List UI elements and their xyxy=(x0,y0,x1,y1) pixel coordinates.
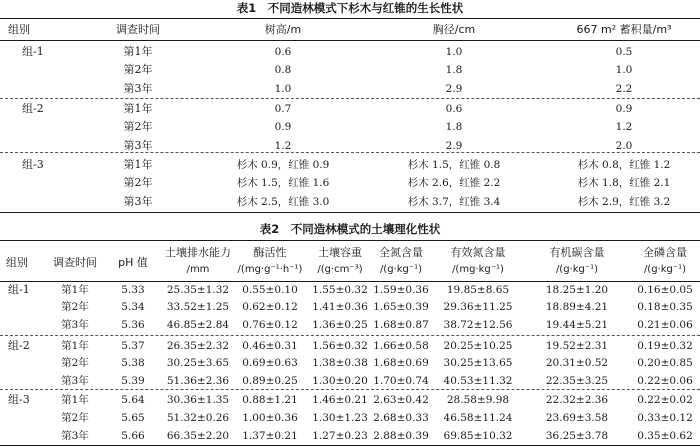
table-2-header-unit-4: /(mg·g⁻¹·h⁻¹) xyxy=(237,264,303,275)
table-1-header-rule xyxy=(0,40,700,41)
table-2-header-9: 全磷含量 xyxy=(643,246,687,259)
table-2-time-cell: 第1年 xyxy=(61,340,89,352)
table-2-bulk-density-cell: 1.56±0.32 xyxy=(312,340,368,352)
table-2-header-unit-9: /(g·kg⁻¹) xyxy=(643,264,687,275)
table-2-header-3: 土壤排水能力 xyxy=(165,246,231,259)
table-2-drainage-cell: 30.25±3.65 xyxy=(166,357,230,369)
table-1-top-rule xyxy=(0,18,700,19)
table-2-group-label: 组-1 xyxy=(8,283,30,296)
table-1-volume-cell: 杉木 0.8，红锥 1.2 xyxy=(577,159,671,171)
table-1-volume-cell: 2.2 xyxy=(615,83,633,95)
table-1-time-cell: 第2年 xyxy=(123,120,153,133)
table-1-volume-cell: 1.0 xyxy=(615,64,633,76)
table-1-time-cell: 第2年 xyxy=(123,63,153,76)
table-2-bulk-density-cell: 1.27±0.23 xyxy=(312,430,368,442)
table-1-dbh-cell: 2.9 xyxy=(445,83,463,95)
table-2-bulk-density-cell: 1.30±0.20 xyxy=(312,375,368,387)
table-2-available-n-cell: 29.36±11.25 xyxy=(443,301,513,313)
table-2-drainage-cell: 26.35±2.32 xyxy=(166,340,230,352)
table-1-volume-cell: 0.9 xyxy=(615,103,633,115)
table-1-height-cell: 0.8 xyxy=(274,64,292,76)
table-2-organic-c-cell: 22.35±3.25 xyxy=(545,375,609,387)
table-1-height-cell: 0.7 xyxy=(274,103,292,115)
table-1-dbh-cell: 2.9 xyxy=(445,140,463,152)
table-1-dbh-cell: 1.8 xyxy=(445,121,463,133)
table-2-time-cell: 第3年 xyxy=(61,430,89,442)
table-2-total-p-cell: 0.21±0.06 xyxy=(637,319,693,331)
table-1-height-cell: 杉木 0.9，红锥 0.9 xyxy=(236,159,330,171)
table-2-organic-c-cell: 22.32±2.36 xyxy=(545,394,609,406)
table-2-header-unit-8: /(g·kg⁻¹) xyxy=(555,264,599,275)
table-2-drainage-cell: 51.32±0.26 xyxy=(166,412,230,424)
table-2-available-n-cell: 20.25±10.25 xyxy=(443,340,513,352)
table-2-total-p-cell: 0.18±0.35 xyxy=(637,301,693,313)
table-2-header-0: 组别 xyxy=(6,256,28,269)
table-2-time-cell: 第1年 xyxy=(61,394,89,406)
table-2-available-n-cell: 28.58±9.98 xyxy=(446,394,510,406)
table-1-bottom-rule xyxy=(0,212,700,213)
table-2-total-n-cell: 1.66±0.58 xyxy=(373,340,429,352)
table-2-organic-c-cell: 19.52±2.31 xyxy=(545,340,609,352)
table-2-bulk-density-cell: 1.38±0.38 xyxy=(312,357,368,369)
table-2-header-6: 全氮含量 xyxy=(379,246,423,259)
table-2-available-n-cell: 46.58±11.24 xyxy=(443,412,513,424)
table-2-enzyme-cell: 0.62±0.12 xyxy=(242,301,298,313)
table-2-organic-c-cell: 18.89±4.21 xyxy=(545,301,609,313)
table-1-height-cell: 1.2 xyxy=(274,140,292,152)
table-2-total-p-cell: 0.22±0.02 xyxy=(637,394,693,406)
table-1-group-divider xyxy=(0,152,700,153)
table-2-total-n-cell: 2.68±0.33 xyxy=(373,412,429,424)
table-2-ph-cell: 5.37 xyxy=(121,340,145,352)
table-1-caption: 表1 不同造林模式下杉木与红锥的生长性状 xyxy=(236,1,464,15)
table-1-group-label: 组-2 xyxy=(22,102,44,115)
table-2-ph-cell: 5.36 xyxy=(121,319,145,331)
table-2-group-divider xyxy=(0,335,700,336)
table-2-ph-cell: 5.39 xyxy=(121,375,145,387)
table-2-total-n-cell: 1.68±0.69 xyxy=(373,357,429,369)
table-2-header-unit-6: /(g·kg⁻¹) xyxy=(379,264,423,275)
table-2-bulk-density-cell: 1.46±0.21 xyxy=(312,394,368,406)
table-2-organic-c-cell: 36.25±3.78 xyxy=(545,430,609,442)
table-2-available-n-cell: 40.53±11.32 xyxy=(443,375,513,387)
table-1-time-cell: 第3年 xyxy=(123,195,153,208)
table-2-organic-c-cell: 20.31±0.52 xyxy=(545,357,609,369)
table-2-available-n-cell: 38.72±12.56 xyxy=(443,319,513,331)
table-2-total-n-cell: 2.88±0.39 xyxy=(373,430,429,442)
table-1-height-cell: 杉木 1.5，红锥 1.6 xyxy=(236,177,330,189)
table-2-total-p-cell: 0.35±0.62 xyxy=(637,430,693,442)
table-2-header-5: 土壤容重 xyxy=(318,246,362,259)
table-2-bottom-rule xyxy=(0,445,700,446)
table-2-time-cell: 第2年 xyxy=(61,412,89,424)
table-2-ph-cell: 5.66 xyxy=(121,430,145,442)
table-1-dbh-cell: 杉木 3.7，红锥 3.4 xyxy=(407,196,501,208)
table-2-header-7: 有效氮含量 xyxy=(450,246,506,259)
table-1-volume-cell: 1.2 xyxy=(615,121,633,133)
table-2-header-unit-7: /(mg·kg⁻¹) xyxy=(452,264,504,275)
table-2-ph-cell: 5.38 xyxy=(121,357,145,369)
table-2-header-rule xyxy=(0,281,700,282)
table-2-total-p-cell: 0.19±0.32 xyxy=(637,340,693,352)
table-2-time-cell: 第3年 xyxy=(61,375,89,387)
table-1-height-cell: 0.9 xyxy=(274,121,292,133)
table-2-bulk-density-cell: 1.55±0.32 xyxy=(312,284,368,296)
table-2-enzyme-cell: 1.00±0.36 xyxy=(242,412,298,424)
table-1-volume-cell: 0.5 xyxy=(615,46,633,58)
table-2-group-label: 组-3 xyxy=(8,393,30,406)
table-2-drainage-cell: 51.36±2.36 xyxy=(166,375,230,387)
table-1-time-cell: 第1年 xyxy=(123,102,153,115)
table-2-header-1: 调查时间 xyxy=(53,256,97,269)
table-1-time-cell: 第1年 xyxy=(123,45,153,58)
table-2-ph-cell: 5.33 xyxy=(121,284,145,296)
table-2-enzyme-cell: 0.89±0.25 xyxy=(242,375,298,387)
table-2-group-label: 组-2 xyxy=(8,339,30,352)
table-2-organic-c-cell: 23.69±3.58 xyxy=(545,412,609,424)
table-2-total-n-cell: 2.63±0.42 xyxy=(373,394,429,406)
table-1-dbh-cell: 杉木 2.6，红锥 2.2 xyxy=(407,177,501,189)
table-2-drainage-cell: 46.85±2.84 xyxy=(166,319,230,331)
table-2-drainage-cell: 25.35±1.32 xyxy=(166,284,230,296)
table-2-available-n-cell: 30.25±13.65 xyxy=(443,357,513,369)
table-2-total-n-cell: 1.65±0.39 xyxy=(373,301,429,313)
table-2-bulk-density-cell: 1.30±1.23 xyxy=(312,412,368,424)
table-2-drainage-cell: 66.35±2.20 xyxy=(166,430,230,442)
table-1-dbh-cell: 1.8 xyxy=(445,64,463,76)
table-2-enzyme-cell: 0.88±1.21 xyxy=(242,394,298,406)
table-1-dbh-cell: 杉木 1.5，红锥 0.8 xyxy=(407,159,501,171)
table-2-time-cell: 第1年 xyxy=(61,284,89,296)
table-2-header-unit-3: /mm xyxy=(186,264,210,275)
table-1-header-4: 667 m² 蓄积量/m³ xyxy=(576,23,672,36)
table-2-caption: 表2 不同造林模式的土壤理化性状 xyxy=(259,222,441,236)
table-2-total-n-cell: 1.59±0.36 xyxy=(373,284,429,296)
table-1-group-divider xyxy=(0,98,700,99)
table-1-time-cell: 第1年 xyxy=(123,158,153,171)
table-1-header-3: 胸径/cm xyxy=(432,23,476,36)
table-2-header-4: 酶活性 xyxy=(253,246,287,259)
table-1-header-1: 调查时间 xyxy=(116,23,160,36)
table-2-top-rule xyxy=(0,240,700,241)
table-2-enzyme-cell: 0.46±0.31 xyxy=(242,340,298,352)
table-2-total-p-cell: 0.22±0.06 xyxy=(637,375,693,387)
table-2-total-n-cell: 1.68±0.87 xyxy=(373,319,429,331)
table-2-total-p-cell: 0.16±0.05 xyxy=(637,284,693,296)
table-2-organic-c-cell: 18.25±1.20 xyxy=(545,284,609,296)
table-1-time-cell: 第3年 xyxy=(123,139,153,152)
table-1-time-cell: 第3年 xyxy=(123,82,153,95)
table-2-total-p-cell: 0.20±0.85 xyxy=(637,357,693,369)
table-2-group-divider xyxy=(0,389,700,390)
table-2-total-n-cell: 1.70±0.74 xyxy=(373,375,429,387)
table-2-ph-cell: 5.34 xyxy=(121,301,145,313)
table-1-volume-cell: 2.0 xyxy=(615,140,633,152)
table-1-dbh-cell: 1.0 xyxy=(445,46,463,58)
table-1-time-cell: 第2年 xyxy=(123,176,153,189)
table-2-organic-c-cell: 19.44±5.21 xyxy=(545,319,609,331)
table-1-header-0: 组别 xyxy=(8,23,30,36)
table-2-enzyme-cell: 0.69±0.63 xyxy=(242,357,298,369)
table-2-bulk-density-cell: 1.41±0.36 xyxy=(312,301,368,313)
table-2-enzyme-cell: 0.55±0.10 xyxy=(242,284,298,296)
table-2-time-cell: 第2年 xyxy=(61,301,89,313)
table-2-bulk-density-cell: 1.36±0.25 xyxy=(312,319,368,331)
table-1-volume-cell: 杉木 2.9，红锥 3.2 xyxy=(577,196,671,208)
table-1-dbh-cell: 0.6 xyxy=(445,103,463,115)
table-2-available-n-cell: 69.85±10.32 xyxy=(443,430,513,442)
table-2-ph-cell: 5.64 xyxy=(121,394,145,406)
table-2-header-unit-5: /(g·cm⁻³) xyxy=(317,264,363,275)
table-1-header-2: 树高/m xyxy=(264,23,302,36)
table-2-header-8: 有机碳含量 xyxy=(549,246,605,259)
table-1-volume-cell: 杉木 1.8，红锥 2.1 xyxy=(577,177,671,189)
table-1-group-label: 组-1 xyxy=(22,45,44,58)
table-2-total-p-cell: 0.33±0.12 xyxy=(637,412,693,424)
table-2-drainage-cell: 30.36±1.35 xyxy=(166,394,230,406)
table-2-header-2: pH 值 xyxy=(118,256,148,269)
table-2-enzyme-cell: 0.76±0.12 xyxy=(242,319,298,331)
table-2-time-cell: 第3年 xyxy=(61,319,89,331)
table-2-drainage-cell: 33.52±1.25 xyxy=(166,301,230,313)
table-1-group-label: 组-3 xyxy=(22,158,44,171)
table-1-height-cell: 杉木 2.5，红锥 3.0 xyxy=(236,196,330,208)
table-2-time-cell: 第2年 xyxy=(61,357,89,369)
table-1-height-cell: 1.0 xyxy=(274,83,292,95)
table-2-ph-cell: 5.65 xyxy=(121,412,145,424)
table-1-height-cell: 0.6 xyxy=(274,46,292,58)
table-2-enzyme-cell: 1.37±0.21 xyxy=(242,430,298,442)
table-2-available-n-cell: 19.85±8.65 xyxy=(446,284,510,296)
